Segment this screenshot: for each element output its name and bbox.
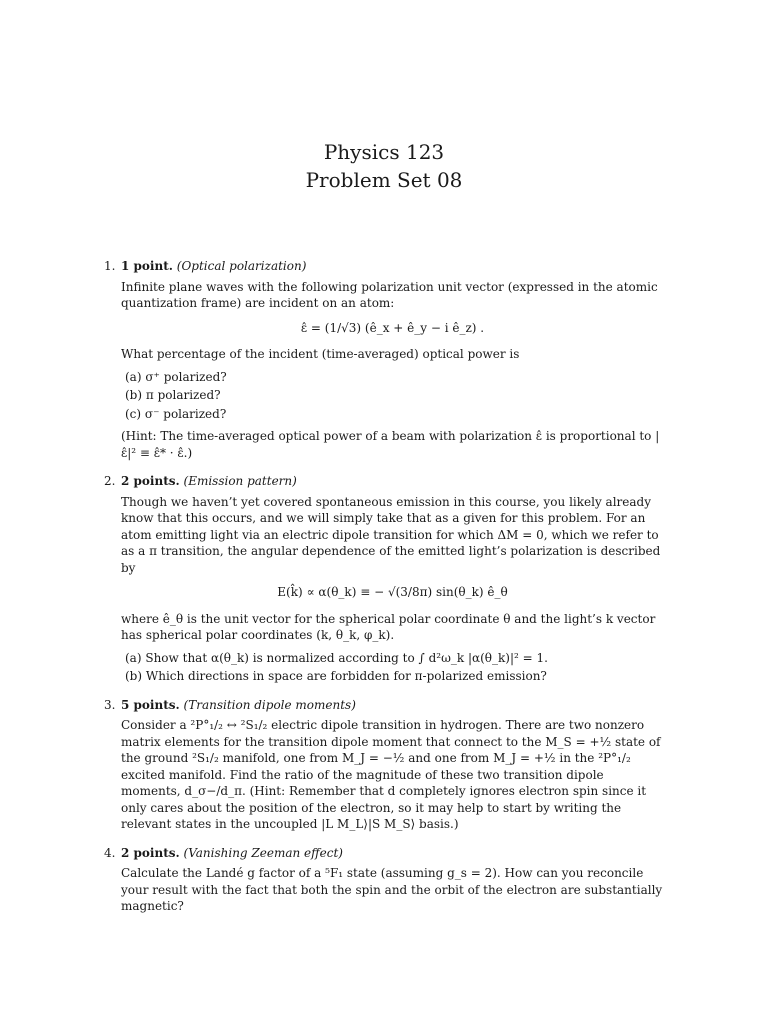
problem-number: 4. xyxy=(104,845,116,860)
polarization-equation xyxy=(121,320,664,337)
problem-number: 1. xyxy=(104,259,116,273)
problem-topic: (Vanishing Zeeman effect) xyxy=(183,845,343,860)
problem-points: 2 points. xyxy=(121,474,180,488)
problem-set-title: Problem Set 08 xyxy=(305,168,463,192)
part-text: π polarized? xyxy=(145,388,221,402)
problem-intro: Calculate the Landé g factor of a ⁵F₁ state (assuming g_s = 2). How can you reconcile your result with the fact that both the spin and the orbit of the electron are substantially magnetic? xyxy=(121,866,663,913)
problem-number: 2. xyxy=(104,474,116,488)
part-text: σ⁺ polarized? xyxy=(145,369,227,384)
problem-part xyxy=(125,650,664,667)
problem-parts xyxy=(125,650,664,685)
problem-part xyxy=(125,387,664,404)
problem-hint: (Hint: The time-averaged optical power of a beam with polarization ε̂ is proportional to |ε̂|² ≡ ε̂* · ε̂.) xyxy=(121,429,660,460)
part-text: Show that α(θ_k) is normalized according to ∫ d²ω_k |α(θ_k)|² = 1. xyxy=(145,650,548,665)
problem-topic: (Transition dipole moments) xyxy=(183,697,356,712)
problem-after-text: where ê_θ is the unit vector for the spherical polar coordinate θ and the light’s k vector has spherical polar coordinates (k, θ_k, φ_k). xyxy=(121,611,656,642)
page-title xyxy=(0,138,768,194)
problem-number: 3. xyxy=(104,697,116,712)
problem-1 xyxy=(104,258,664,461)
problem-4 xyxy=(104,845,664,915)
problem-topic: (Emission pattern) xyxy=(183,474,297,488)
emission-equation xyxy=(121,584,664,601)
problem-intro: Infinite plane waves with the following polarization unit vector (expressed in the atomic quantization frame) are incident on an atom: xyxy=(121,279,658,310)
problem-2 xyxy=(104,473,664,685)
problem-points: 1 point. xyxy=(121,259,173,273)
problem-intro: Though we haven’t yet covered spontaneous emission in this course, you likely already know that this occurs, and we will simply take that as a given for this problem. For an atom emitting light via an electric dipole transition for which ΔM = 0, which we refer to as a π transition, the angular dependence of the emitted light’s polarization is described by xyxy=(121,494,661,575)
part-label: (a) xyxy=(125,369,142,384)
problem-part xyxy=(125,406,664,423)
problem-points: 5 points. xyxy=(121,697,180,712)
part-label: (b) xyxy=(125,669,143,683)
problem-parts xyxy=(125,369,664,423)
problem-intro: Consider a ²P°₁/₂ ↔ ²S₁/₂ electric dipole transition in hydrogen. There are two nonzero matrix elements for the transition dipole moment that connect to the M_S = +½ state of the ground ²S₁/₂ manifold, one from M_J = −½ and one from M_J = +½ in the ²P°₁/₂ excited manifold. Find the ratio of the magnitude of these two transition dipole moments, d_σ−/d_π. (Hint: Remember that d completely ignores electron spin since it only cares about the position of the electron, so it may help to start by writing the relevant states in the uncoupled |L M_L⟩|S M_S⟩ basis.) xyxy=(121,718,661,831)
problem-points: 2 points. xyxy=(121,845,180,860)
problem-3 xyxy=(104,697,664,833)
problem-part xyxy=(125,668,664,685)
problem-list xyxy=(104,258,664,927)
course-title: Physics 123 xyxy=(323,140,445,164)
part-text: σ⁻ polarized? xyxy=(144,406,227,421)
part-label: (a) xyxy=(125,650,142,665)
part-text: Which directions in space are forbidden for π-polarized emission? xyxy=(145,669,547,683)
problem-question: What percentage of the incident (time-averaged) optical power is xyxy=(121,347,520,361)
polarization-equation-text: ε̂ = (1/√3) (ê_x + ê_y − i ê_z) . xyxy=(300,320,485,335)
problem-part xyxy=(125,369,664,386)
part-label: (c) xyxy=(125,406,142,421)
emission-equation-text: E(k̂) ∝ α(θ_k) ≡ − √(3/8π) sin(θ_k) ê_θ xyxy=(277,585,508,599)
part-label: (b) xyxy=(125,388,143,402)
problem-topic: (Optical polarization) xyxy=(176,259,307,273)
